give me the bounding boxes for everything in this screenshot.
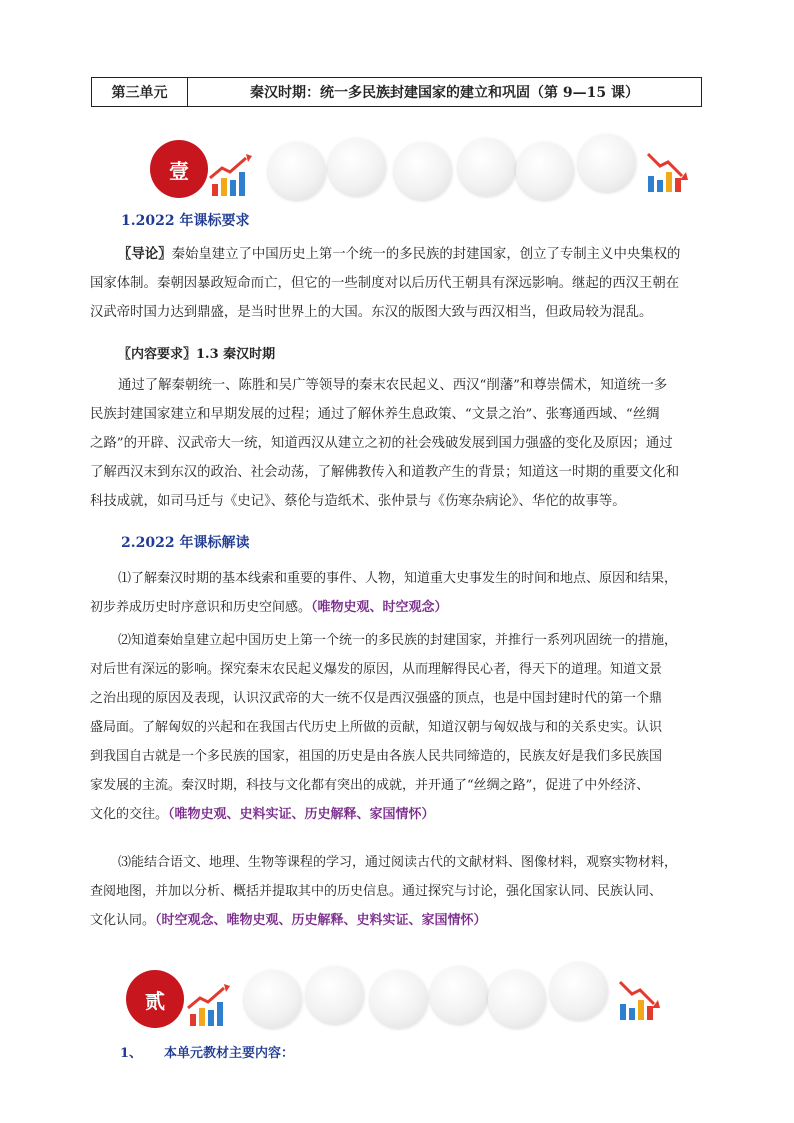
intro-line-2: 国家体制。秦朝因暴政短命而亡，但它的一些制度对以后历代王朝具有深远影响。继起的西汉王朝在 — [90, 276, 680, 291]
reading-paragraph-1: ⑴了解秦汉时期的基本线索和重要的事件、人物，知道重大史事发生的时间和地点、原因和结果， 初步养成历史时序意识和历史空间感。（唯物史观、时空观念） — [90, 571, 678, 615]
req-line-2: 民族封建国家建立和早期发展的过程；通过了解休养生息政策、“文景之治”、张骞通西域、“丝绸 — [90, 407, 660, 422]
title-bubble — [516, 142, 574, 200]
section2-title: 2.2022 年课标解读 — [121, 535, 250, 551]
literacy-tag: （唯物史观、时空观念） — [311, 600, 448, 615]
badge-er: 贰 — [126, 970, 184, 1028]
req-line-5: 科技成就，如司马迁与《史记》、蔡伦与造纸术、张仲景与《伤寒杂病论》、华佗的故事等。 — [90, 494, 626, 509]
title-bubble — [244, 970, 302, 1028]
reading-paragraph-2: ⑵知道秦始皇建立起中国历史上第一个统一的多民族的封建国家，并推行一系列巩固统一的措施， 对后世有深远的影响。探究秦末农民起义爆发的原因，从而理解得民心者，得天下的道理。知道文景 之治出现的原因及表现，认识汉武帝的大一统不仅是西汉强盛的顶点，也是中国封建时代的第一个鼎 盛局面。了解匈奴的兴起和在我国古代历史上所做的贡献，知道汉朝与匈奴战与和的关系史实。认识 到我国自古就是一个多民族的国家，祖国的历史是由各族人民共同缔造的，民族友好是我们多民族国 家发展的主流。秦汉时期，科技与文化都有突出的成就，并开通了“丝绸之路”，促进了中外经济、 文化的交往。（唯物史观、史料实证、历史解释、家国情怀） — [90, 633, 678, 822]
section3-num: 1、 — [120, 1046, 143, 1061]
rising-chart-icon — [208, 154, 254, 200]
falling-chart-icon — [644, 150, 690, 196]
req-line-1: 通过了解秦朝统一、陈胜和吴广等领导的秦末农民起义、西汉“削藩”和尊崇儒术，知道统一多 — [118, 378, 668, 393]
intro-line-3: 汉武帝时国力达到鼎盛，是当时世界上的大国。东汉的版图大致与西汉相当，但政局较为混乱。 — [90, 305, 653, 320]
req-line-3: 之路”的开辟、汉武帝大一统，知道西汉从建立之初的社会残破发展到国力强盛的变化及原因；通过 — [90, 436, 673, 451]
title-bubble — [578, 134, 636, 192]
req-heading: 〖内容要求〗1.3 秦汉时期 — [118, 347, 276, 362]
rising-chart-icon — [186, 984, 232, 1030]
req-paragraph — [90, 371, 706, 516]
reading-paragraph-3: ⑶能结合语文、地理、生物等课程的学习，通过阅读古代的文献材料、图像材料，观察实物材料， 查阅地图，并加以分析、概括并提取其中的历史信息。通过探究与讨论，强化国家认同、民族认同、 文化认同。（时空观念、唯物史观、历史解释、史料实证、家国情怀） — [90, 855, 678, 928]
literacy-tag: （时空观念、唯物史观、历史解释、史料实证、家国情怀） — [155, 913, 487, 928]
title-bubble — [306, 966, 364, 1024]
section-banner-2 — [126, 968, 666, 1038]
unit-label: 第三单元 — [92, 78, 188, 106]
badge-yi: 壹 — [150, 140, 208, 198]
section1-title: 1.2022 年课标要求 — [121, 213, 250, 229]
unit-title: 秦汉时期：统一多民族封建国家的建立和巩固（第 9—15 课） — [250, 85, 639, 101]
req-line-4: 了解西汉末到东汉的政治、社会动荡，了解佛教传入和道教产生的背景；知道这一时期的重要文化和 — [90, 465, 680, 480]
falling-chart-icon — [616, 978, 662, 1024]
title-bubble — [328, 138, 386, 196]
header-table — [91, 77, 702, 107]
title-bubble — [488, 970, 546, 1028]
intro-line-1: 〖导论〗秦始皇建立了中国历史上第一个统一的多民族的封建国家，创立了专制主义中央集权的 — [118, 246, 681, 262]
title-bubble — [550, 962, 608, 1020]
literacy-tag: （唯物史观、史料实证、历史解释、家国情怀） — [168, 807, 435, 822]
title-bubble — [430, 966, 488, 1024]
title-bubble — [268, 142, 326, 200]
section-banner-1 — [150, 140, 670, 210]
title-bubble — [394, 142, 452, 200]
section3-title: 本单元教材主要内容： — [164, 1046, 295, 1061]
intro-paragraph — [90, 240, 706, 327]
title-bubble — [370, 970, 428, 1028]
title-bubble — [458, 138, 516, 196]
intro-label: 〖导论〗 — [118, 246, 172, 262]
